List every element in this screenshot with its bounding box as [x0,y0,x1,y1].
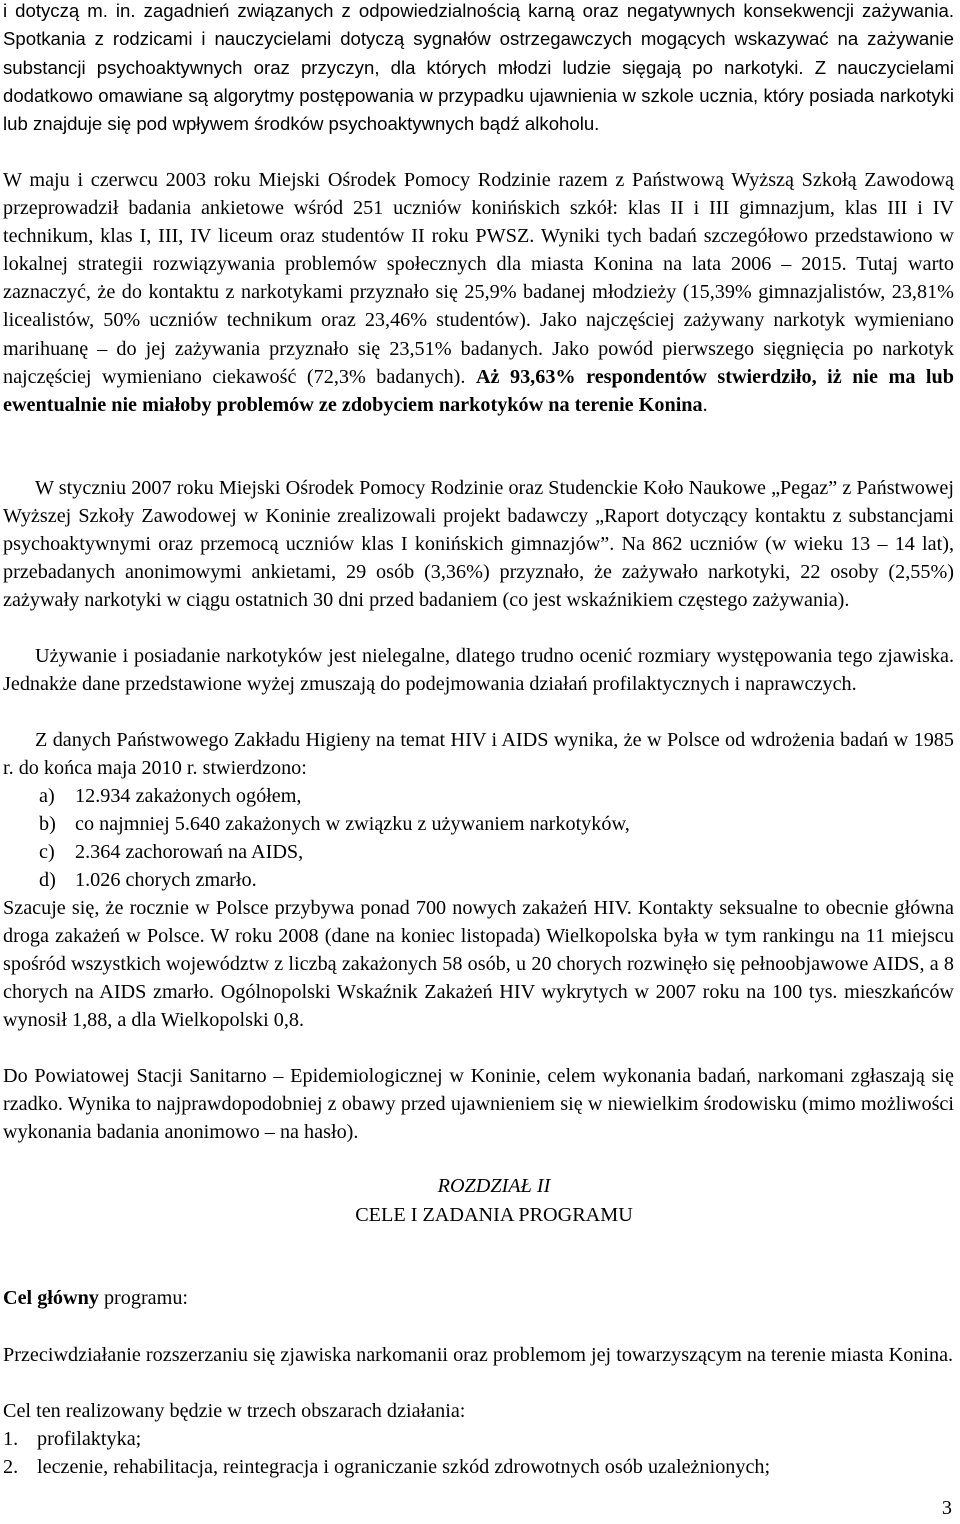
survey-text: W maju i czerwcu 2003 roku Miejski Ośrodek Pomocy Rodzinie razem z Państwową Wyższą Szkołą Zawodową przeprowadził badania ankietowe wśród 251 uczniów konińskich szkół: klas II i III gimnazjum, klas III i IV technikum, klas I, III, IV liceum oraz studentów II roku PWSZ. Wyniki tych badań szczegółowo przedstawiono w lokalnej strategii rozwiązywania problemów społecznych dla miasta Konina na lata 2006 – 2015. Tutaj warto zaznaczyć, że do kontaktu z narkotykami przyznało się 25,9% badanej młodzieży (15,39% gimnazjalistów, 23,81% licealistów, 50% uczniów technikum oraz 23,46% studentów). Jako najczęściej zażywany narkotyk wymieniano marihuanę – do jej zażywania przyznało się 23,51% badanych. Jako powód pierwszego sięgnięcia po narkotyk najczęściej wymieniano ciekawość (72,3% badanych). [3,169,954,388]
list-item [3,1425,954,1453]
paragraph-2007-research: W styczniu 2007 roku Miejski Ośrodek Pomocy Rodzinie oraz Studenckie Koło Naukowe „Pegaz” z Państwowej Wyższej Szkoły Zawodowej w Koninie zrealizowali projekt badawczy „Raport dotyczący kontaktu z substancjami psychoaktywnymi oraz przemocą uczniów klas I konińskich gimnazjów”. Na 862 uczniów (w wieku 13 – 14 lat), przebadanych anonimowymi ankietami, 29 osób (3,36%) przyznało, że zażywało narkotyki, 22 osoby (2,55%) zażywały narkotyki w ciągu ostatnich 30 dni przed badaniem (co jest wskaźnikiem częstego zażywania). [3,477,954,612]
hiv-statistics-list [3,782,954,894]
paragraph-sanitary-station: Do Powiatowej Stacji Sanitarno – Epidemiologicznej w Koninie, celem wykonania badań, narkomani zgłaszają się rzadko. Wynika to najprawdopodobniej z obawy przed ujawnieniem się w niewielkim środowisku (mimo możliwości wykonania badania anonimowo – na hasło). [3,1065,954,1144]
list-item-label: c) [39,841,55,864]
list-item [3,1453,954,1481]
list-item-label: a) [39,785,55,807]
chapter-label: ROZDZIAŁ II [437,1175,551,1197]
paragraph-2003-survey [3,166,954,419]
list-item-text: profilaktyka; [37,1428,142,1450]
action-areas-list [3,1425,954,1481]
paragraph-hiv-data-intro: Z danych Państwowego Zakładu Higieny na temat HIV i AIDS wynika, że w Polsce od wdrożenia badań w 1985 r. do końca maja 2010 r. stwierdzono: [3,729,954,780]
list-item-text: leczenie, rehabilitacja, reintegracja i ograniczanie szkód zdrowotnych osób uzależnionych; [37,1456,771,1479]
list-item-label: 1. [3,1428,19,1450]
main-goal-bold: Cel główny [3,1287,99,1309]
list-item-label: d) [39,869,56,892]
chapter-title: CELE I ZADANIA PROGRAMU [355,1204,633,1226]
paragraph-action-areas-intro: Cel ten realizowany będzie w trzech obszarach działania: [3,1400,466,1422]
list-item [3,866,954,894]
list-item-label: b) [39,813,56,836]
main-goal-rest: programu: [98,1287,189,1309]
main-goal-heading [3,1284,954,1312]
list-item [3,810,954,838]
page-number: 3 [941,1497,952,1519]
list-item-label: 2. [3,1456,19,1479]
list-item-text: 1.026 chorych zmarło. [75,869,257,892]
paragraph-drug-use-legality: Używanie i posiadanie narkotyków jest nielegalne, dlatego trudno ocenić rozmiary występowania tego zjawiska. Jednakże dane przedstawione wyżej zmuszają do podejmowania działań profilaktycznych i naprawczych. [3,645,954,696]
paragraph-hiv-estimates: Szacuje się, że rocznie w Polsce przybywa ponad 700 nowych zakażeń HIV. Kontakty seksualne to obecnie główna droga zakażeń w Polsce. W roku 2008 (dane na koniec listopada) Wielkopolska była w tym rankingu na 11 miejscu spośród wszystkich województw z liczbą zakażonych 58 osób, u 20 chorych rozwinęło się pełnoobjawowe AIDS, a 8 chorych na AIDS zmarło. Ogólnopolski Wskaźnik Zakażeń HIV wykrytych w 2007 roku na 100 tys. mieszkańców wynosił 1,88, a dla Wielkopolski 0,8. [3,897,954,1032]
list-item [3,782,954,810]
survey-text-end: . [702,393,708,416]
list-item-text: co najmniej 5.640 zakażonych w związku z używaniem narkotyków, [75,813,630,836]
paragraph-prevention-meetings: i dotyczą m. in. zagadnień związanych z odpowiedzialnością karną oraz negatywnych konsekwencji zażywania. Spotkania z rodzicami i nauczycielami dotyczą sygnałów ostrzegawczych mogących wskazywać na zażywanie substancji psychoaktywnych oraz przyczyn, dla których młodzi ludzie sięgają po narkotyki. Z nauczycielami dodatkowo omawiane są algorytmy postępowania w przypadku ujawnienia w szkole ucznia, który posiada narkotyki lub znajduje się pod wpływem środków psychoaktywnych bądź alkoholu. [3,0,954,135]
paragraph-main-goal: Przeciwdziałanie rozszerzaniu się zjawiska narkomanii oraz problemom jej towarzyszącym na terenie miasta Konina. [3,1344,954,1366]
list-item-text: 12.934 zakażonych ogółem, [75,785,302,807]
survey-bold-finding: Aż 93,63% respondentów stwierdziło, iż nie ma lub ewentualnie nie miałoby problemów ze zdobyciem narkotyków na terenie Konina [3,365,954,416]
list-item-text: 2.364 zachorowań na AIDS, [75,841,304,864]
list-item [3,838,954,866]
